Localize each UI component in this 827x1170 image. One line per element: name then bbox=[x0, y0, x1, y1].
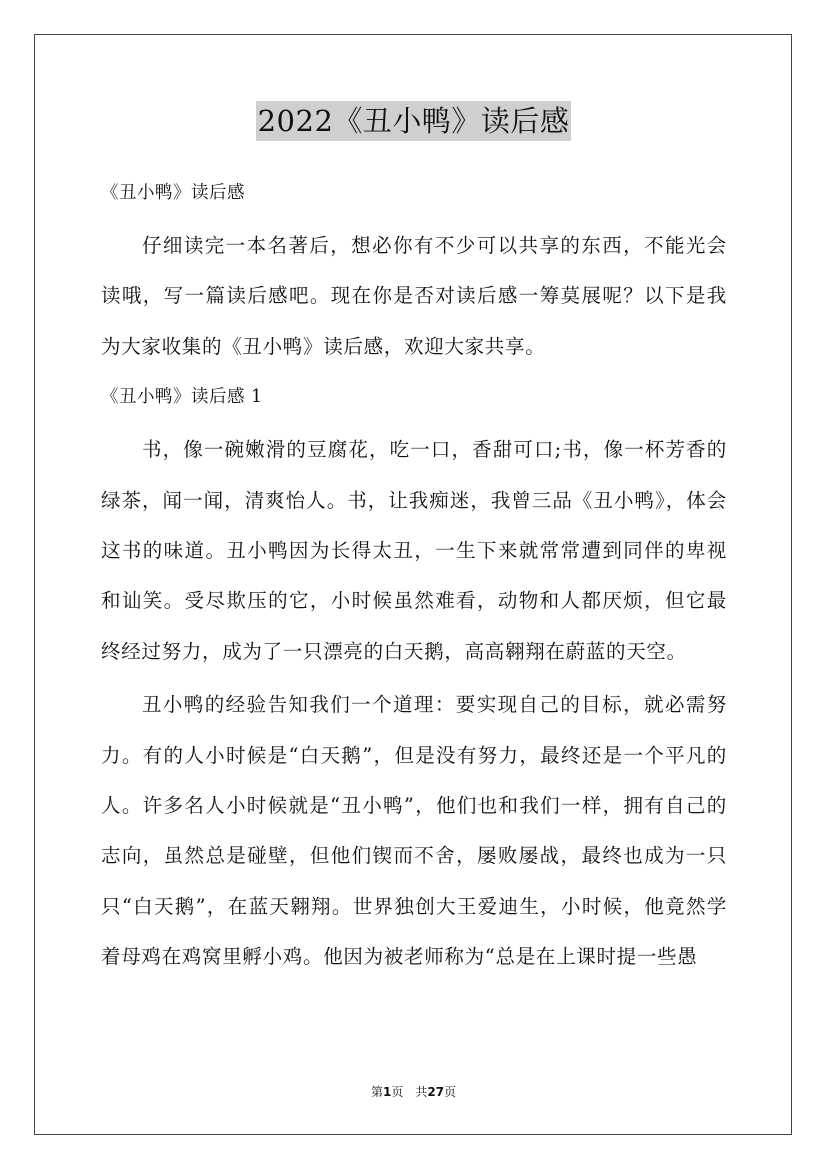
page-footer bbox=[0, 1083, 827, 1100]
body-paragraph: 书，像一碗嫩滑的豆腐花，吃一口，香甜可口;书，像一杯芳香的绿茶，闻一闻，清爽怡人。书，让我痴迷，我曾三品《丑小鸭》，体会这书的味道。丑小鸭因为长得太丑，一生下来就常常遭到同伴的卑视和讪笑。受尽欺压的它，小时候虽然难看，动物和人都厌烦，但它最终经过努力，成为了一只漂亮的白天鹅，高高翱翔在蔚蓝的天空。 bbox=[101, 438, 727, 663]
section-heading: 《丑小鸭》读后感 1 bbox=[101, 387, 263, 408]
subtitle: 《丑小鸭》读后感 bbox=[101, 183, 245, 203]
page-prefix: 第 bbox=[370, 1085, 383, 1099]
document-title: 2022《丑小鸭》读后感 bbox=[256, 101, 572, 141]
body-paragraph: 丑小鸭的经验告知我们一个道理：要实现自己的目标，就必需努力。有的人小时候是“白天鹅”，但是没有努力，最终还是一个平凡的人。许多名人小时候就是“丑小鸭”，他们也和我们一样，拥有自己的志向，虽然总是碰壁，但他们锲而不舍，屡败屡战，最终也成为一只只“白天鹅”，在蓝天翱翔。世界独创大王爱迪生，小时候，他竟然学着母鸡在鸡窝里孵小鸡。他因为被老师称为“总是在上课时提一些愚 bbox=[101, 693, 727, 969]
page-suffix: 页 bbox=[391, 1085, 404, 1099]
intro-paragraph: 仔细读完一本名著后，想必你有不少可以共享的东西，不能光会读哦，写一篇读后感吧。现在你是否对读后感一筹莫展呢？以下是我为大家收集的《丑小鸭》读后感，欢迎大家共享。 bbox=[101, 234, 727, 358]
total-suffix: 页 bbox=[444, 1085, 457, 1099]
title-area bbox=[0, 101, 827, 141]
page-number: 1 bbox=[382, 1085, 392, 1099]
total-pages: 27 bbox=[427, 1085, 445, 1099]
total-prefix: 共 bbox=[415, 1085, 428, 1099]
document-body bbox=[101, 168, 727, 983]
